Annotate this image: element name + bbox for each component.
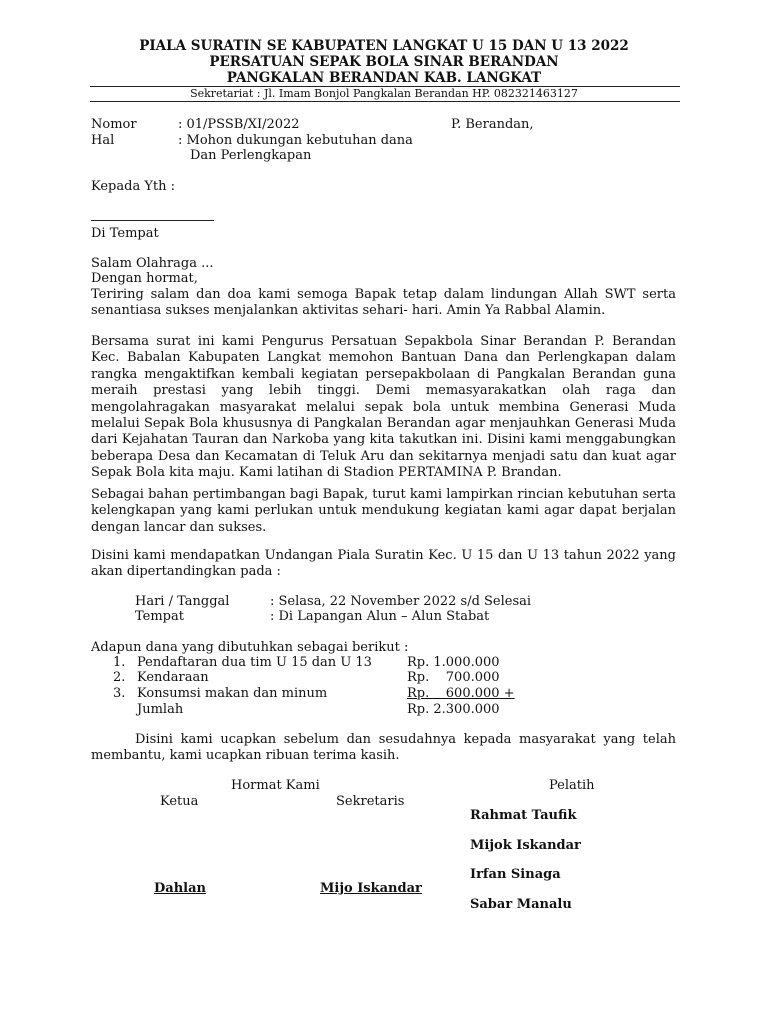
pelatih-name: Mijok Iskandar xyxy=(470,838,581,853)
budget-item-amount: Rp. 700.000 xyxy=(407,670,500,685)
letterhead-organization: PERSATUAN SEPAK BOLA SINAR BERANDAN xyxy=(209,54,559,70)
event-date-value: : Selasa, 22 November 2022 s/d Selesai xyxy=(270,594,532,609)
budget-item-amount: Rp. 1.000.000 xyxy=(407,655,500,670)
ketua-label: Ketua xyxy=(160,794,199,809)
event-place-value: : Di Lapangan Alun – Alun Stabat xyxy=(270,609,490,624)
budget-item-number: 1. xyxy=(113,655,126,670)
budget-item-label: Konsumsi makan dan minum xyxy=(137,686,328,701)
budget-intro: Adapun dana yang dibutuhkan sebagai berikut : xyxy=(91,640,409,655)
budget-total-amount: Rp. 2.300.000 xyxy=(407,702,500,717)
pelatih-name: Rahmat Taufik xyxy=(470,808,577,823)
hal-label: Hal xyxy=(91,133,115,148)
paragraph-purpose: Bersama surat ini kami Pengurus Persatuan Sepakbola Sinar Berandan P. Berandan Kec. Babalan Kabupaten Langkat memohon Bantuan Dana dan Perlengkapan dalam rangka mengaktifkan kembali kegiatan persepakbolaan di Pangkalan Berandan guna meraih prestasi yang lebih tinggi. Demi memasyarakatkan olah raga dan mengolahragakan masyarakat melalui sepak bola untuk membina Generasi Muda melalui Sepak Bola khususnya di Pangkalan Berandan agar menjauhkan Generasi Muda dari Kejahatan Tauran dan Narkoba yang kita takutkan ini. Disini kami menggabungkan beberapa Desa dan Kecamatan di Teluk Aru dan sekitarnya menjadi satu dan kuat agar Sepak Bola kita maju. Kami latihan di Stadion PERTAMINA P. Brandan. xyxy=(91,334,676,481)
budget-item-label: Pendaftaran dua tim U 15 dan U 13 xyxy=(137,655,372,670)
paragraph-intro: Teriring salam dan doa kami semoga Bapak tetap dalam lindungan Allah SWT serta senantiasa sukses menjalankan aktivitas sehari- hari. Amin Ya Rabbal Alamin. xyxy=(91,287,676,319)
event-date-label: Hari / Tanggal xyxy=(135,594,230,609)
paragraph-invitation: Disini kami mendapatkan Undangan Piala Suratin Kec. U 15 dan U 13 tahun 2022 yang akan dipertandingkan pada : xyxy=(91,548,676,580)
sekretaris-name: Mijo Iskandar xyxy=(320,881,422,896)
letter-place: P. Berandan, xyxy=(451,117,534,132)
di-tempat: Di Tempat xyxy=(91,226,159,241)
salutation-opening: Dengan hormat, xyxy=(91,271,198,286)
budget-item-label: Kendaraan xyxy=(137,670,209,685)
header-divider-bottom xyxy=(90,101,680,102)
budget-total-label: Jumlah xyxy=(137,702,184,717)
letterhead-title: PIALA SURATIN SE KABUPATEN LANGKAT U 15 DAN U 13 2022 xyxy=(139,38,629,54)
budget-item-number: 2. xyxy=(113,670,126,685)
nomor-value: : 01/PSSB/XI/2022 xyxy=(178,117,300,132)
secretariat-address: Sekretariat : Jl. Imam Bonjol Pangkalan Berandan HP. 082321463127 xyxy=(190,87,578,100)
sekretaris-label: Sekretaris xyxy=(336,794,405,809)
budget-item-number: 3. xyxy=(113,686,126,701)
pelatih-label: Pelatih xyxy=(549,778,595,793)
ketua-name: Dahlan xyxy=(154,881,206,896)
event-place-label: Tempat xyxy=(135,609,184,624)
recipient-heading: Kepada Yth : xyxy=(91,179,176,194)
hal-value: : Mohon dukungan kebutuhan dana xyxy=(178,133,413,148)
letterhead-location: PANGKALAN BERANDAN KAB. LANGKAT xyxy=(226,70,542,86)
hormat-kami-label: Hormat Kami xyxy=(231,778,320,793)
hal-value-continued: Dan Perlengkapan xyxy=(190,148,312,163)
nomor-label: Nomor xyxy=(91,117,137,132)
salutation-greeting: Salam Olahraga ... xyxy=(91,256,214,271)
pelatih-name: Sabar Manalu xyxy=(470,897,572,912)
budget-item-amount: Rp. 600.000 + xyxy=(407,686,515,701)
paragraph-attachment: Sebagai bahan pertimbangan bagi Bapak, turut kami lampirkan rincian kebutuhan serta kelengkapan yang kami perlukan untuk mendukung kegiatan kami agar dapat berjalan dengan lancar dan sukses. xyxy=(91,487,676,535)
closing-paragraph: Disini kami ucapkan sebelum dan sesudahnya kepada masyarakat yang telah membantu, kami ucapkan ribuan terima kasih. xyxy=(91,732,676,764)
recipient-blank-line xyxy=(91,220,214,221)
pelatih-name: Irfan Sinaga xyxy=(470,867,561,882)
